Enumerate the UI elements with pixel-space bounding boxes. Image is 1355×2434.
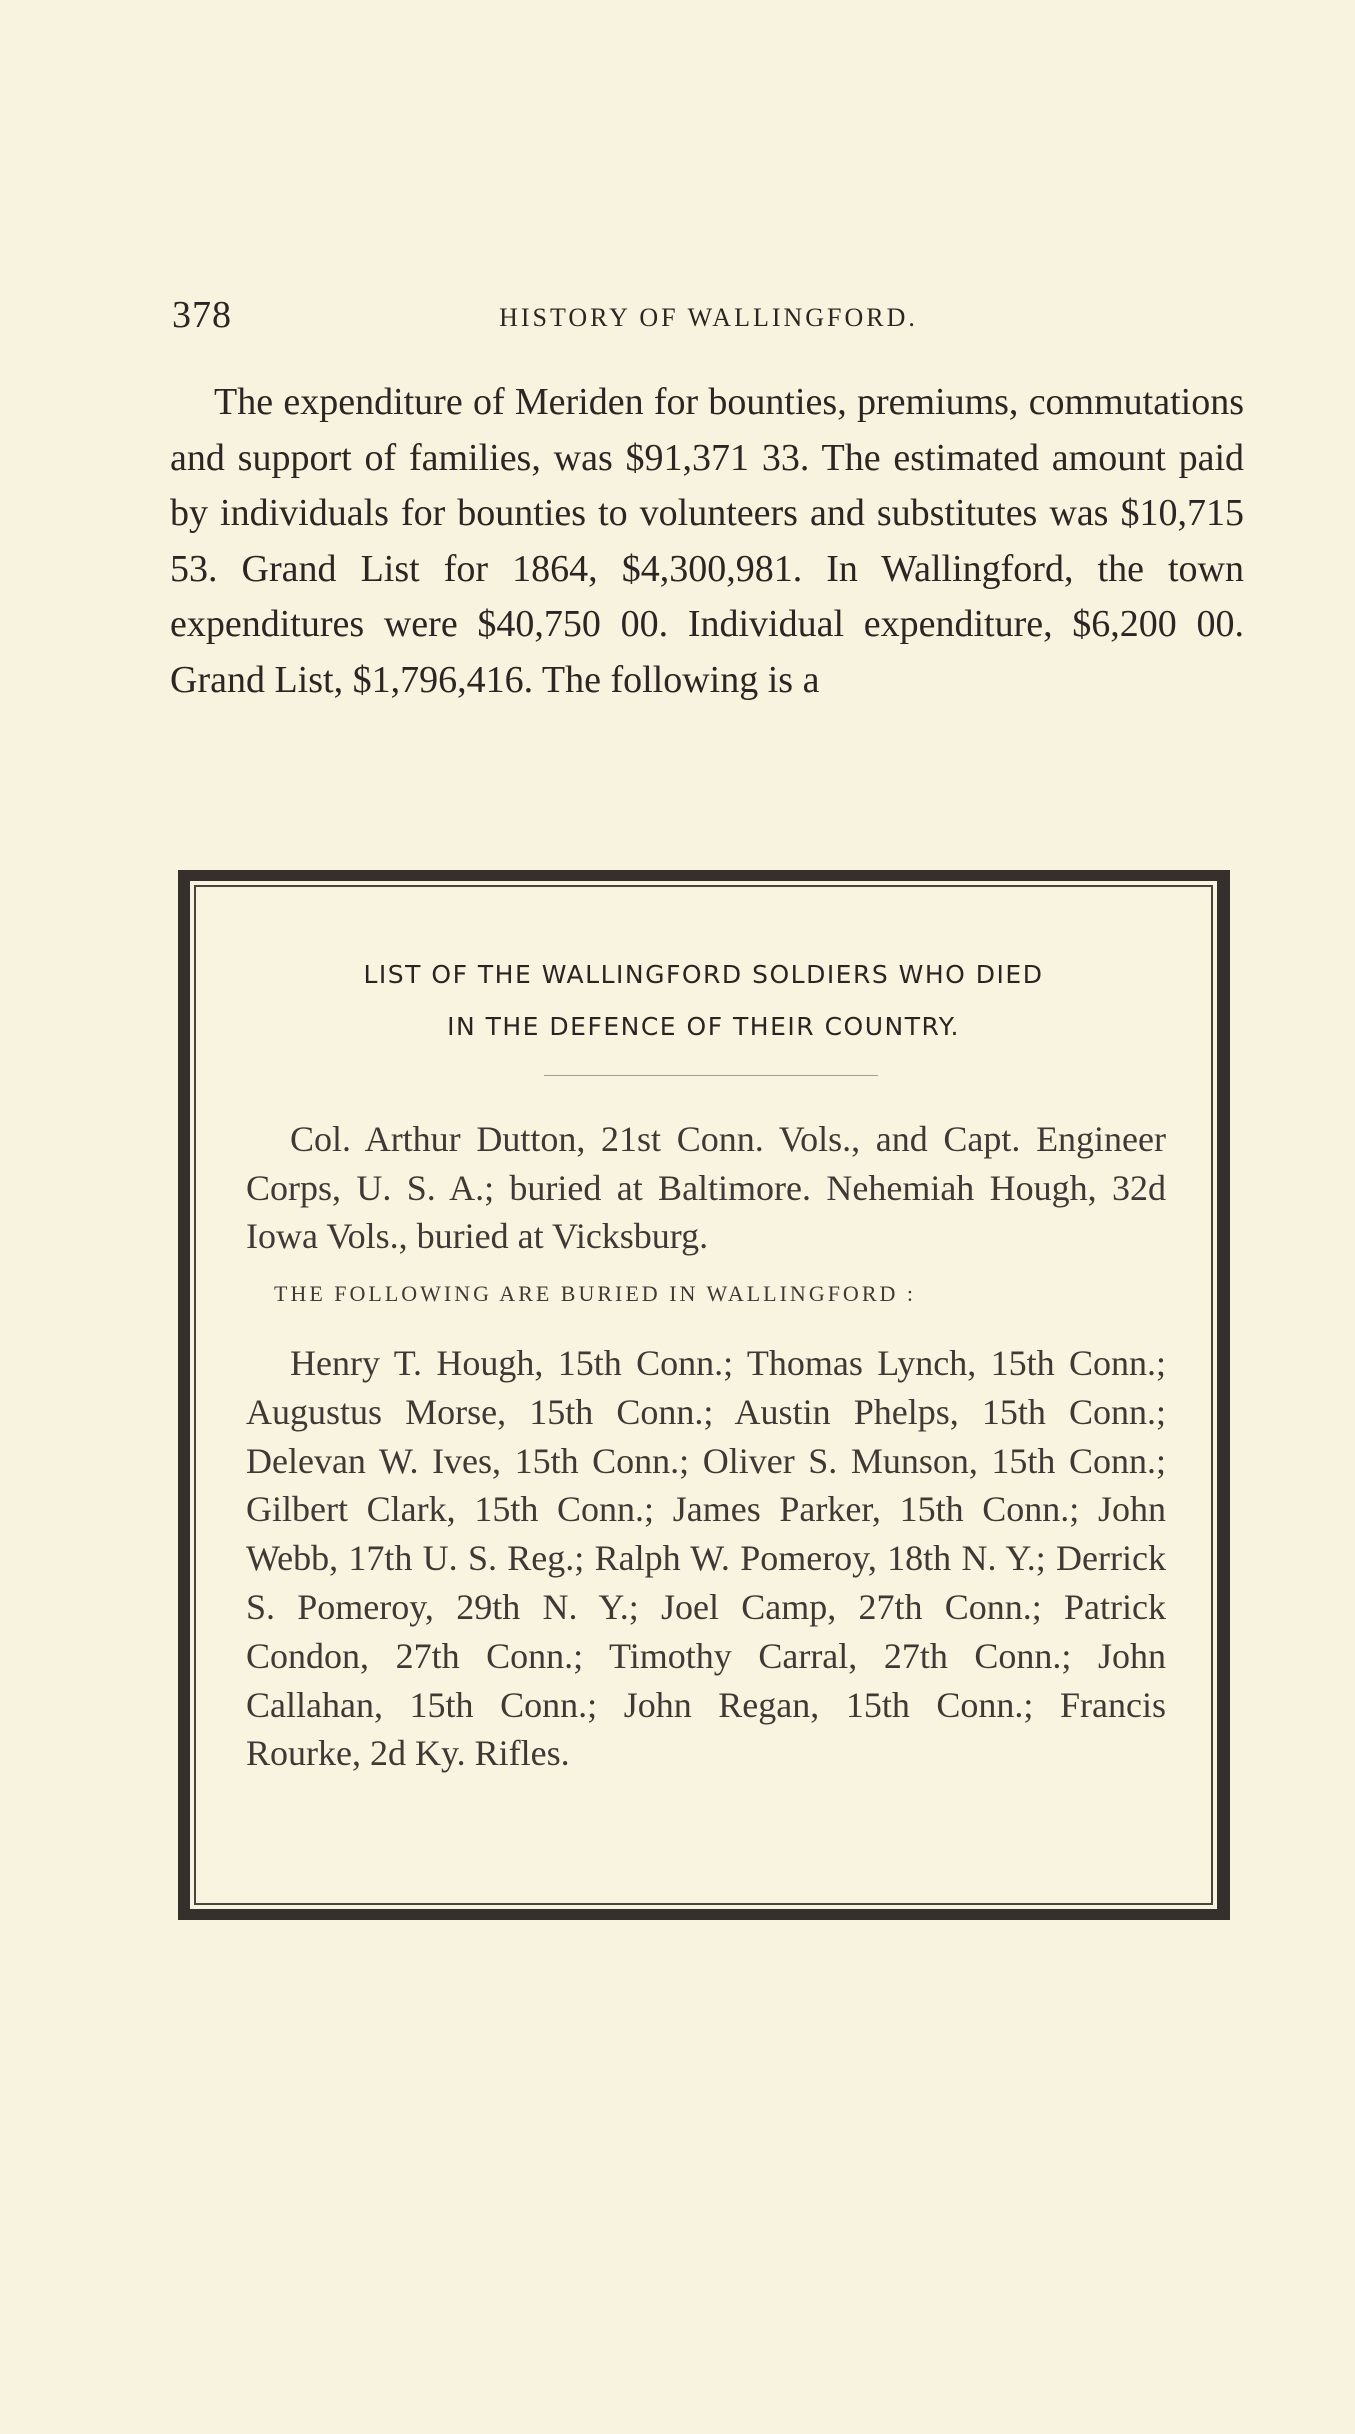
- memorial-list-frame: [178, 870, 1230, 1920]
- soldiers-paragraph: Henry T. Hough, 15th Conn.; Thomas Lynch, 15th Conn.; Augustus Morse, 15th Conn.; Austin Phelps, 15th Conn.; Delevan W. Ives, 15th Conn.; Oliver S. Munson, 15th Conn.; Gilbert Clark, 15th Conn.; James Parker, 15th Conn.; John Webb, 17th U. S. Reg.; Ralph W. Pomeroy, 18th N. Y.; Derrick S. Pomeroy, 29th N. Y.; Joel Camp, 27th Conn.; Patrick Condon, 27th Conn.; Timothy Carral, 27th Conn.; John Callahan, 15th Conn.; John Regan, 15th Conn.; Francis Rourke, 2d Ky. Rifles.: [246, 1343, 1166, 1774]
- page-header-title: HISTORY OF WALLINGFORD.: [499, 303, 918, 332]
- page-number: 378: [172, 294, 232, 336]
- list-heading: [190, 949, 1217, 1053]
- list-heading-line-1: LIST OF THE WALLINGFORD SOLDIERS WHO DIED: [363, 960, 1044, 989]
- intro-paragraph: The expenditure of Meriden for bounties, premiums, commutations and support of families, was $91,371 33. The estimated amount paid by individuals for bounties to volunteers and substitutes was $10,715 53. Grand List for 1864, $4,300,981. In Wallingford, the town expenditures were $40,750 00. Individual expenditure, $6,200 00. Grand List, $1,796,416. The following is a: [170, 381, 1244, 701]
- officers-paragraph: Col. Arthur Dutton, 21st Conn. Vols., and Capt. Engineer Corps, U. S. A.; buried at Baltimore. Nehemiah Hough, 32d Iowa Vols., buried at Vicksburg.: [246, 1119, 1166, 1256]
- buried-subheading: THE FOLLOWING ARE BURIED IN WALLINGFORD :: [274, 1281, 916, 1306]
- list-heading-line-2: IN THE DEFENCE OF THEIR COUNTRY.: [447, 1012, 960, 1041]
- running-head: [172, 293, 1245, 343]
- heading-divider: [544, 1075, 878, 1076]
